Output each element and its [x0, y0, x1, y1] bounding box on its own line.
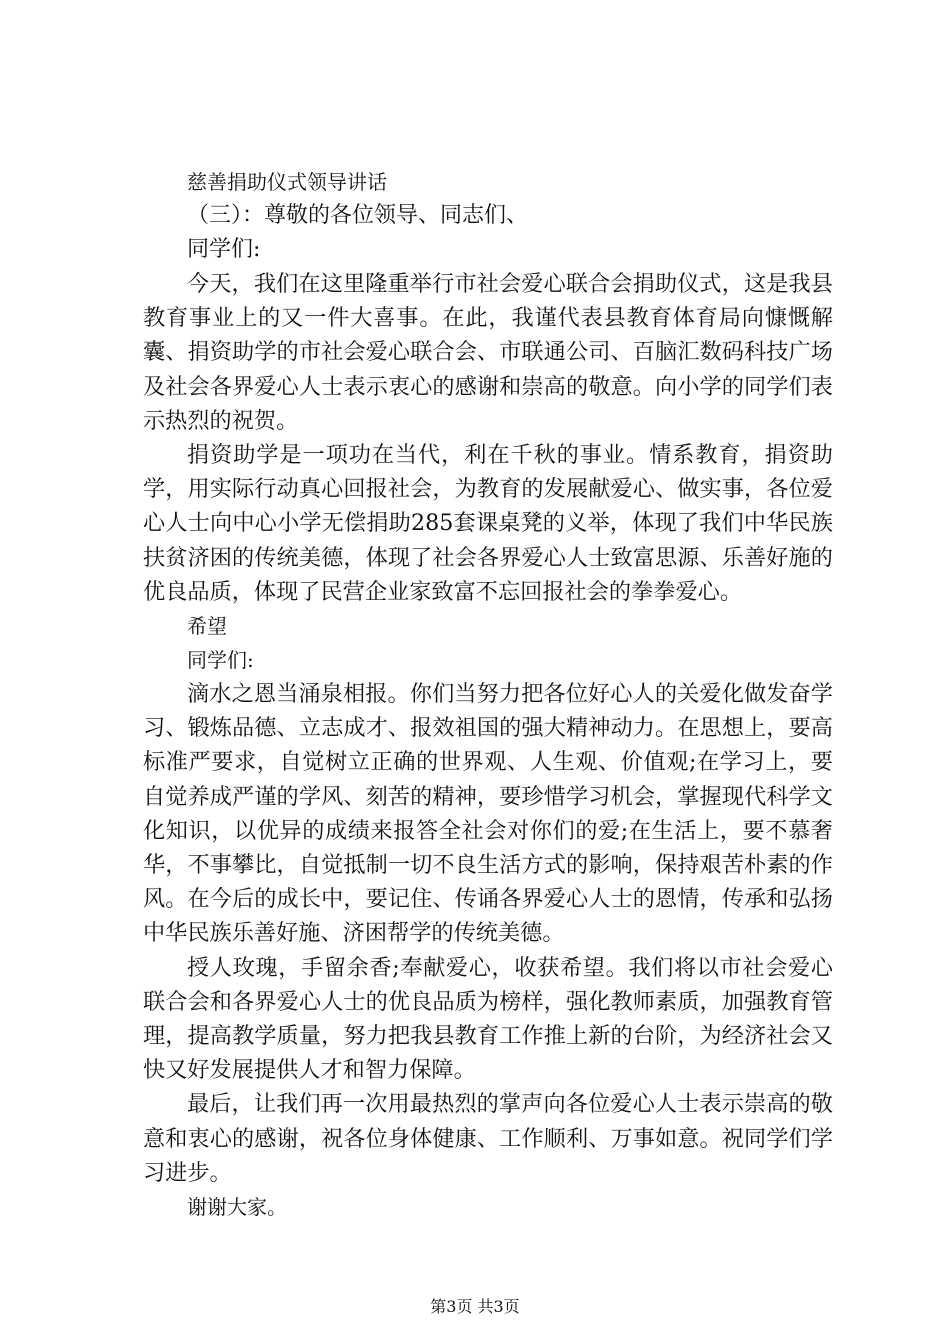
paragraph-opening: 今天，我们在这里隆重举行市社会爱心联合会捐助仪式，这是我县教育事业上的又一件大喜事。在此，我谨代表县教育体育局向慷慨解囊、捐资助学的市社会爱心联合会、市联通公司、百脑汇数码科技广场及社会各界爱心人士表示衷心的感谢和崇高的敬意。向小学的同学们表示热烈的祝贺。	[143, 271, 833, 434]
paragraph-finally: 最后，让我们再一次用最热烈的掌声向各位爱心人士表示崇高的敬意和衷心的感谢，祝各位身体健康、工作顺利、万事如意。祝同学们学习进步。	[143, 1091, 833, 1186]
closing-thanks: 谢谢大家。	[187, 1195, 287, 1220]
document-body	[143, 165, 833, 1224]
section-hope: 希望	[187, 614, 227, 639]
paragraph-gratitude: 滴水之恩当涌泉相报。你们当努力把各位好心人的关爱化做发奋学习、锻炼品德、立志成才、报效祖国的强大精神动力。在思想上，要高标准严要求，自觉树立正确的世界观、人生观、价值观;在学习上，要自觉养成严谨的学风、刻苦的精神，要珍惜学习机会，掌握现代科学文化知识，以优异的成绩来报答全社会对你们的爱;在生活上，要不慕奢华，不事攀比，自觉抵制一切不良生活方式的影响，保持艰苦朴素的作风。在今后的成长中，要记住、传诵各界爱心人士的恩情，传承和弘扬中华民族乐善好施、济困帮学的传统美德。	[143, 681, 833, 947]
salutation-students: 同学们:	[187, 237, 261, 262]
salutation-leaders: （三）：尊敬的各位领导、同志们、	[187, 203, 529, 228]
paragraph-donation: 捐资助学是一项功在当代，利在千秋的事业。情系教育，捐资助学，用实际行动真心回报社会，为教育的发展献爱心、做实事，各位爱心人士向中心小学无偿捐助285套课桌凳的义举，体现了我们中华民族扶贫济困的传统美德，体现了社会各界爱心人士致富思源、乐善好施的优良品质，体现了民营企业家致富不忘回报社会的拳拳爱心。	[143, 442, 833, 605]
paragraph-roses: 授人玫瑰，手留余香;奉献爱心，收获希望。我们将以市社会爱心联合会和各界爱心人士的优良品质为榜样，强化教师素质，加强教育管理，提高教学质量，努力把我县教育工作推上新的台阶，为经济社会又快又好发展提供人才和智力保障。	[143, 954, 833, 1084]
page-footer: 第3页 共3页	[430, 1297, 520, 1316]
salutation-students-2: 同学们:	[187, 648, 254, 673]
document-title: 慈善捐助仪式领导讲话	[187, 170, 387, 194]
